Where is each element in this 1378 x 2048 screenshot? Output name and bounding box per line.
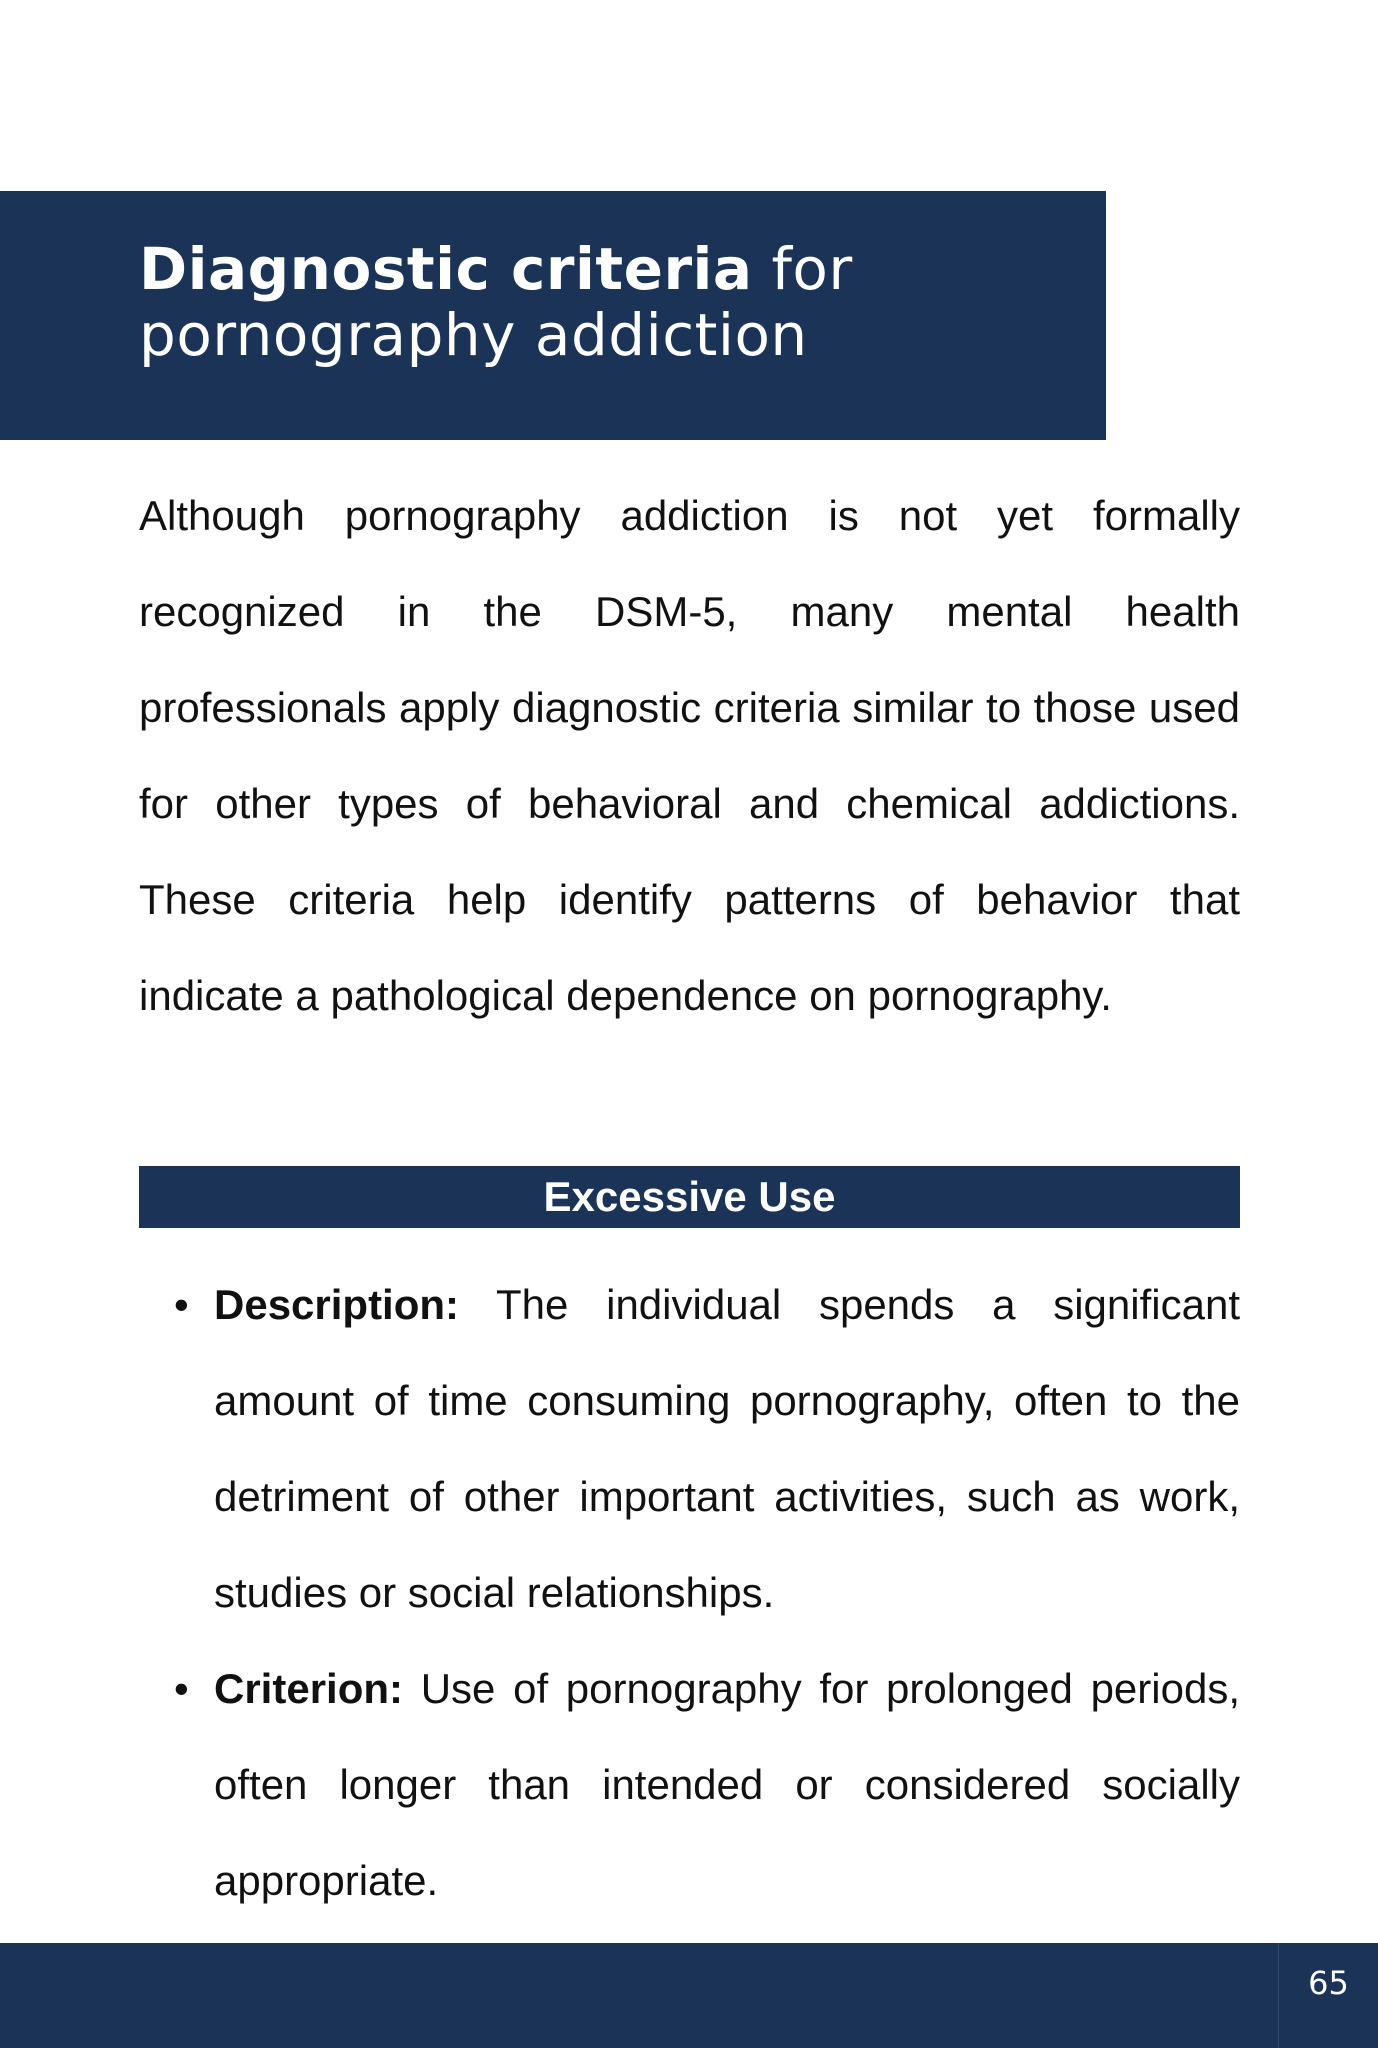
page-title-bold: Diagnostic criteria [139,235,753,303]
section-heading: Excessive Use [139,1166,1240,1228]
item-text: Use of pornography for prolonged periods, often longer than intended or considered socially appropriate. [214,1665,1240,1904]
page-title-regular-second: pornography addiction [139,301,808,369]
list-item-criterion [139,1641,1240,1929]
page-number: 65 [1308,1964,1349,2002]
item-text: The individual spends a significant amount of time consuming pornography, often to the detriment of other important activities, such as work, studies or social relationships. [214,1281,1240,1616]
bullet-icon: • [174,1281,189,1328]
bullet-icon: • [174,1665,189,1712]
intro-paragraph: Although pornography addiction is not yet formally recognized in the DSM-5, many mental health professionals apply diagnostic criteria similar to those used for other types of behavioral and chemical addictions. These criteria help identify patterns of behavior that indicate a pathological dependence on pornography. [139,492,1240,1019]
page-footer [0,1943,1378,2048]
criteria-list [139,1257,1240,1929]
page-title-regular-first: for [771,235,853,303]
item-label: Criterion: [214,1665,403,1712]
page-title [139,236,1079,368]
list-item-description [139,1257,1240,1641]
item-label: Description: [214,1281,460,1328]
